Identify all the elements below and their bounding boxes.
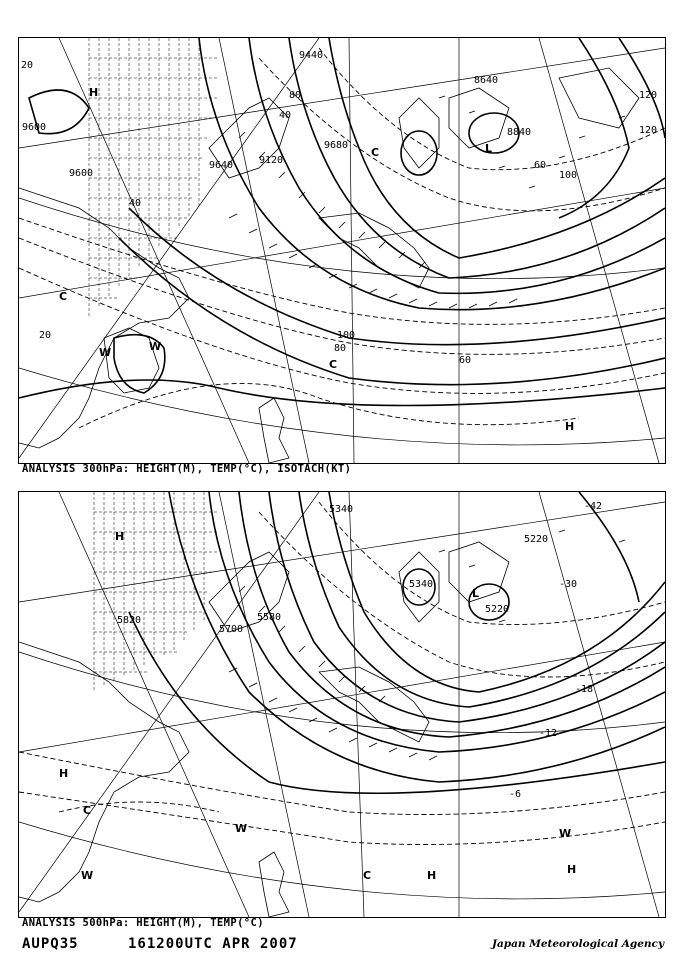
high-center: H — [59, 767, 69, 780]
height-label: 9680 — [324, 140, 349, 151]
station-plots — [229, 96, 625, 308]
height-label: 9120 — [259, 155, 284, 166]
graticule — [19, 492, 665, 917]
isotach-label: 100 — [559, 170, 578, 181]
chart-300hpa-panel — [18, 37, 666, 464]
height-label: 8840 — [507, 127, 532, 138]
height-label: 9440 — [299, 50, 324, 61]
low-center: L — [472, 587, 480, 600]
height-label: 9640 — [209, 160, 234, 171]
temperature-label: -30 — [559, 579, 578, 590]
height-label: 8640 — [474, 75, 499, 86]
chart-500hpa-map — [19, 492, 665, 917]
cold-center: C — [363, 869, 372, 882]
panel-caption-500hpa: ANALYSIS 500hPa: HEIGHT(M), TEMP(°C) — [22, 917, 264, 929]
isotach-label: 120 — [639, 90, 658, 101]
chart-id: AUPQ35 — [22, 936, 79, 952]
chart-300hpa-map — [19, 38, 665, 463]
isotach-label: 80 — [334, 343, 347, 354]
low-center: L — [485, 142, 493, 155]
temperature-label: -6 — [509, 789, 522, 800]
isotach-label: 40 — [129, 198, 142, 209]
height-label: 5820 — [117, 615, 142, 626]
isotach-label: 100 — [337, 330, 356, 341]
temperature-label: -42 — [584, 501, 603, 512]
cold-center: C — [329, 358, 338, 371]
isotach-label: 60 — [459, 355, 472, 366]
height-label: 5340 — [409, 579, 434, 590]
warm-center: W — [235, 822, 248, 835]
warm-center: W — [559, 827, 572, 840]
height-labels — [117, 504, 548, 635]
isotach-label: 120 — [639, 125, 658, 136]
cold-center: C — [83, 804, 92, 817]
isotach-label: 20 — [21, 60, 34, 71]
high-center: H — [565, 420, 575, 433]
warm-center: W — [99, 346, 112, 359]
isotach-label: 40 — [279, 110, 292, 121]
isotach-label: 80 — [289, 90, 302, 101]
warm-center: W — [81, 869, 94, 882]
high-center: H — [115, 530, 125, 543]
height-label: 9600 — [69, 168, 94, 179]
isotach-labels — [21, 60, 657, 366]
pressure-centers — [59, 530, 576, 882]
graticule — [19, 38, 665, 463]
height-label: 5340 — [329, 504, 354, 515]
warm-center: W — [149, 340, 162, 353]
high-center: H — [567, 863, 577, 876]
temperature-label: -18 — [575, 684, 594, 695]
height-label: 5220 — [524, 534, 549, 545]
hatched-region — [94, 492, 219, 692]
height-label: 5220 — [485, 604, 510, 615]
hatched-region — [89, 38, 219, 318]
temperature-label: -12 — [539, 728, 558, 739]
isotach-label: 20 — [39, 330, 52, 341]
height-label: 9600 — [22, 122, 47, 133]
high-center: H — [427, 869, 437, 882]
cold-center: C — [59, 290, 68, 303]
height-label: 5580 — [257, 612, 282, 623]
agency-credit: Japan Meteorological Agency — [492, 938, 665, 950]
isotach-label: 60 — [534, 160, 547, 171]
valid-time: 161200UTC APR 2007 — [128, 936, 298, 952]
chart-500hpa-panel — [18, 491, 666, 918]
cold-center: C — [371, 146, 380, 159]
high-center: H — [89, 86, 99, 99]
height-label: 5700 — [219, 624, 244, 635]
height-labels — [22, 50, 531, 179]
panel-caption-300hpa: ANALYSIS 300hPa: HEIGHT(M), TEMP(°C), ISOTACH(KT) — [22, 463, 352, 475]
